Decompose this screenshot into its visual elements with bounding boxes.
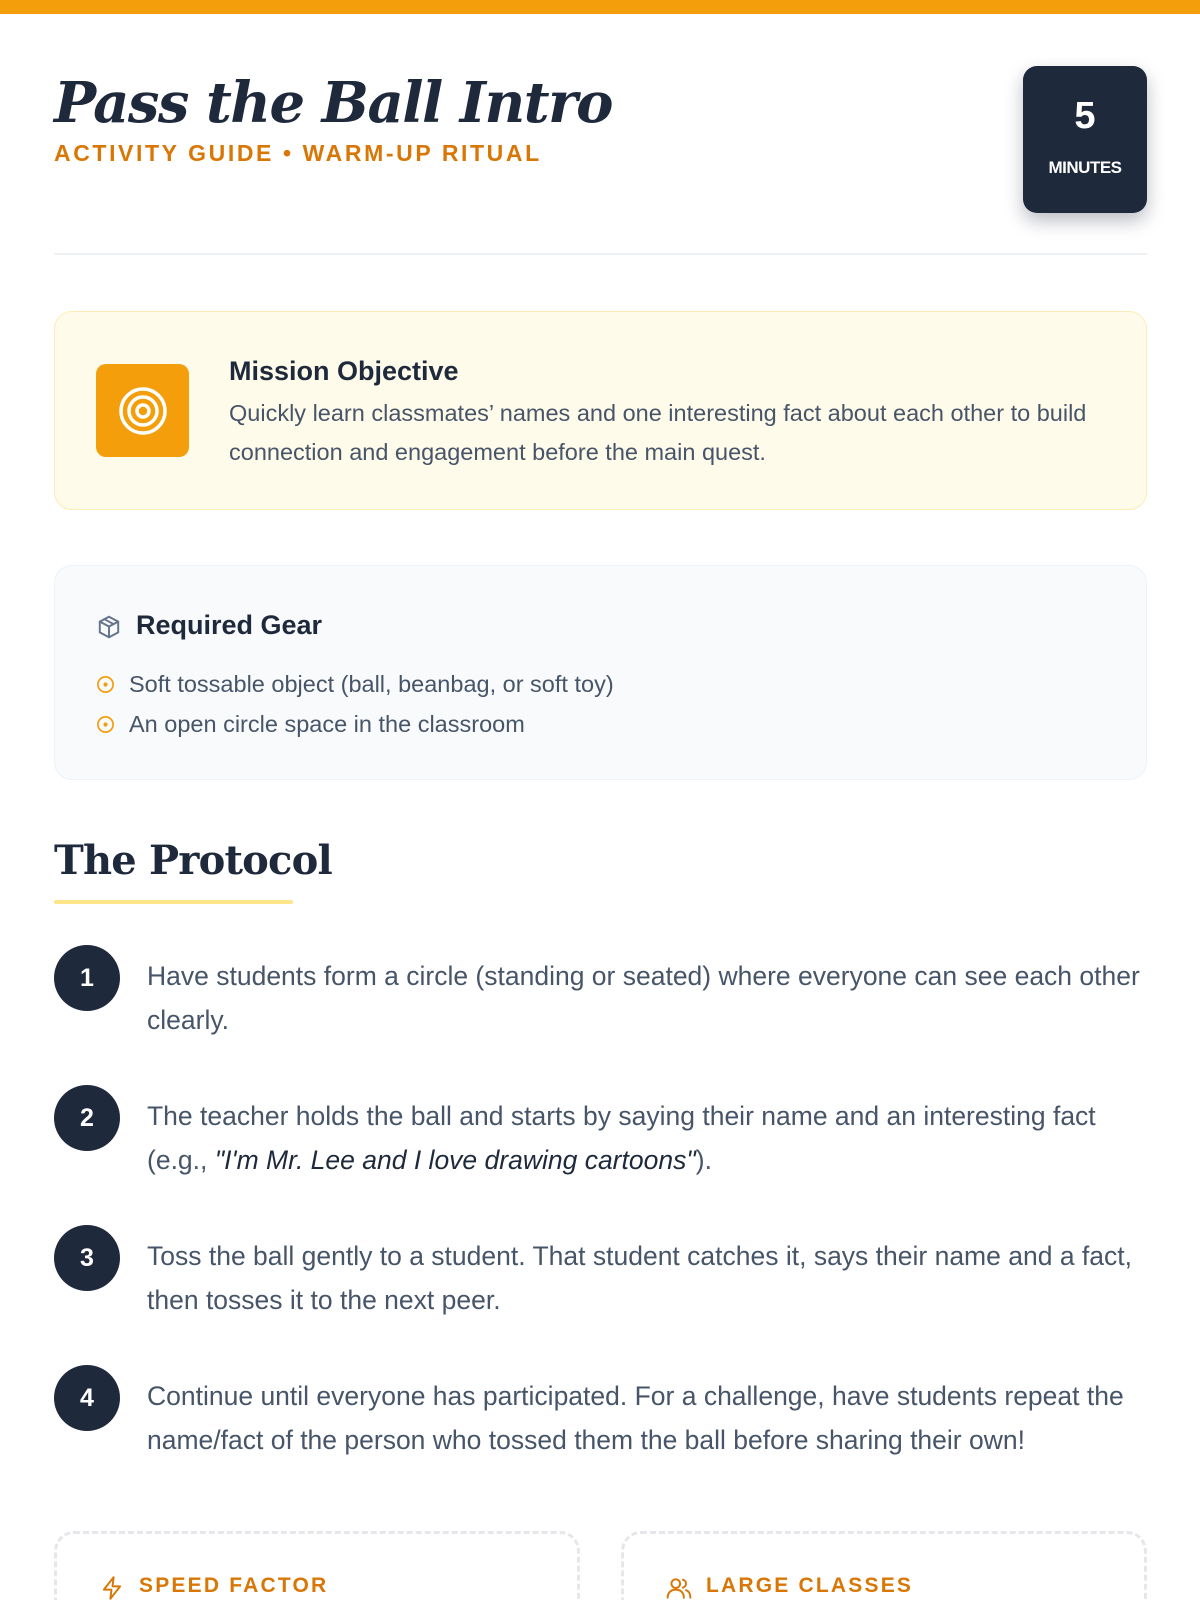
circle-dot-icon: [96, 675, 115, 694]
box-icon: [96, 614, 122, 640]
tip-card-large-classes: [621, 1531, 1147, 1600]
lightning-icon: [99, 1575, 125, 1600]
step-text: Continue until everyone has participated. For a challenge, have students repeat the name/fact of the person who tossed them the ball before sharing their own!: [147, 1381, 1124, 1455]
step-text: Have students form a circle (standing or seated) where everyone can see each other clearly.: [147, 961, 1140, 1035]
required-gear-card: [54, 565, 1147, 780]
top-accent-bar: [0, 0, 1200, 14]
users-icon: [666, 1575, 692, 1600]
duration-value: 5: [1074, 95, 1096, 137]
gear-list: [96, 664, 614, 744]
step-number: 2: [54, 1085, 120, 1151]
objective-icon-box: [96, 364, 189, 457]
step-number: 1: [54, 945, 120, 1011]
target-icon: [117, 385, 169, 437]
step-quote: "I'm Mr. Lee and I love drawing cartoons": [214, 1145, 696, 1175]
step-number: 3: [54, 1225, 120, 1291]
step-text-before: The teacher holds the ball and starts by saying their name and an interesting fact (e.g.,: [147, 1101, 1096, 1175]
objective-text: Quickly learn classmates’ names and one interesting fact about each other to build connection and engagement before the main quest.: [229, 400, 1087, 465]
protocol-step: [54, 1225, 1147, 1335]
tip-label: SPEED FACTOR: [139, 1574, 329, 1597]
step-text: [147, 1094, 1147, 1182]
objective-card: [54, 311, 1147, 510]
step-text-after: ).: [695, 1145, 712, 1175]
protocol-title: The Protocol: [54, 837, 332, 884]
gear-title: Required Gear: [136, 610, 323, 640]
duration-badge: [1023, 66, 1147, 213]
protocol-step: [54, 1085, 1147, 1195]
protocol-step: [54, 1365, 1147, 1475]
objective-title: Mission Objective: [229, 356, 459, 386]
tip-label: LARGE CLASSES: [706, 1574, 914, 1597]
protocol-step: [54, 945, 1147, 1055]
duration-unit: MINUTES: [1048, 158, 1122, 177]
page-title: Pass the Ball Intro: [54, 70, 612, 136]
page-subtitle: ACTIVITY GUIDE • WARM-UP RITUAL: [54, 140, 542, 166]
gear-item-text: An open circle space in the classroom: [129, 711, 525, 737]
tip-card-speed-factor: [54, 1531, 580, 1600]
gear-item: [96, 704, 614, 744]
protocol-underline: [54, 900, 293, 904]
gear-item-text: Soft tossable object (ball, beanbag, or soft toy): [129, 671, 614, 697]
circle-dot-icon: [96, 715, 115, 734]
header-divider: [54, 253, 1147, 255]
page-header: [54, 66, 1147, 216]
gear-item: [96, 664, 614, 704]
step-number: 4: [54, 1365, 120, 1431]
step-text: Toss the ball gently to a student. That student catches it, says their name and a fact, then tosses it to the next peer.: [147, 1241, 1132, 1315]
